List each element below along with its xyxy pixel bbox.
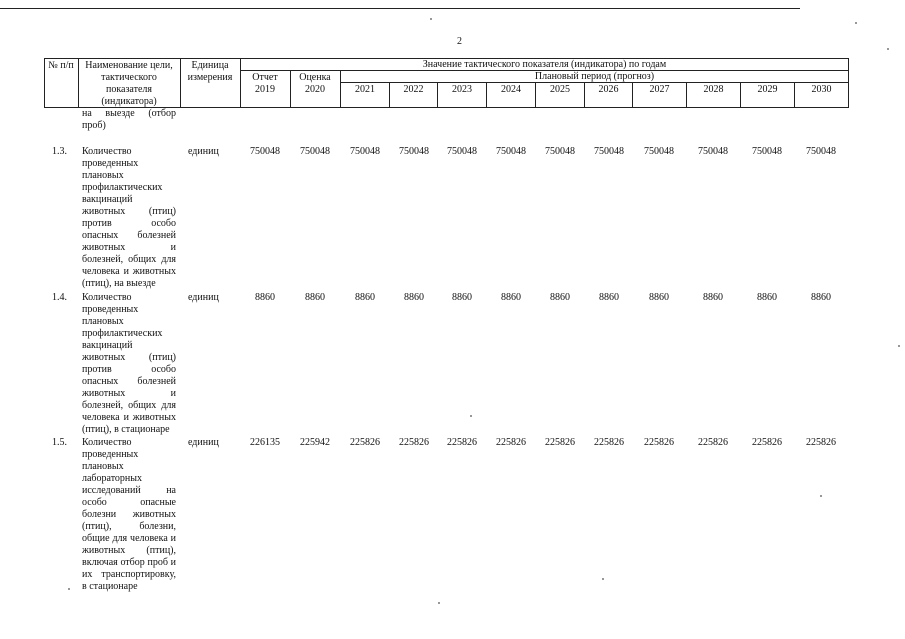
top-border-line <box>0 8 800 9</box>
scan-speck <box>68 588 70 590</box>
row-value: 225826 <box>698 437 728 448</box>
row-number: 1.4. <box>52 292 67 303</box>
row-value: 750048 <box>350 146 380 157</box>
row-value: 8860 <box>404 292 424 303</box>
row-value: 8860 <box>550 292 570 303</box>
row-value: 8860 <box>255 292 275 303</box>
row-name: Количество проведенных плановых профилактических вакцинаций животных (птиц) против особо опасных болезней животных и болезней, общих для человека и животных (птиц), в стационаре <box>82 292 176 435</box>
row-value: 750048 <box>250 146 280 157</box>
header-year: 2021 <box>355 84 375 95</box>
scan-speck <box>430 18 432 20</box>
row-value: 750048 <box>698 146 728 157</box>
scan-speck <box>438 602 440 604</box>
row-value: 750048 <box>447 146 477 157</box>
row-value: 750048 <box>399 146 429 157</box>
header-col-unit: Единица измерения <box>187 60 233 83</box>
row-value: 225826 <box>350 437 380 448</box>
row-value: 8860 <box>811 292 831 303</box>
row-value: 225826 <box>594 437 624 448</box>
header-estimate-2020: Оценка 2020 <box>299 72 331 95</box>
row-number: 1.3. <box>52 146 67 157</box>
row-value: 8860 <box>757 292 777 303</box>
row-value: 750048 <box>496 146 526 157</box>
header-year: 2025 <box>550 84 570 95</box>
scan-speck <box>820 495 822 497</box>
row-value: 225826 <box>752 437 782 448</box>
row-value: 8860 <box>599 292 619 303</box>
header-year: 2023 <box>452 84 472 95</box>
row-value: 750048 <box>806 146 836 157</box>
header-report-2019: Отчет 2019 <box>252 72 278 95</box>
header-col-name: Наименование цели, тактического показателя (индикатора) <box>85 60 173 107</box>
header-year: 2030 <box>811 84 832 95</box>
scan-speck <box>602 578 604 580</box>
header-col-num: № п/п <box>48 60 74 71</box>
header-year: 2028 <box>703 84 724 95</box>
row-value: 750048 <box>644 146 674 157</box>
row-value: 225826 <box>644 437 674 448</box>
header-year: 2024 <box>501 84 521 95</box>
row-value: 8860 <box>305 292 325 303</box>
scan-speck <box>887 48 889 50</box>
row-value: 8860 <box>355 292 375 303</box>
header-year: 2022 <box>403 84 424 95</box>
scan-speck <box>470 415 472 417</box>
scan-speck <box>898 345 900 347</box>
row-value: 750048 <box>752 146 782 157</box>
row-value: 8860 <box>501 292 521 303</box>
row-name: Количество проведенных плановых лабораторных исследований на особо опасные болезни животных (птиц), болезни, общие для человека и животных (птиц), включая отбор проб и их транспортировку, в стационаре <box>82 437 176 592</box>
row-name: Количество проведенных плановых профилактических вакцинаций животных (птиц) против особо опасных болезней животных и болезней, общих для человека и животных (птиц), на выезде <box>82 146 176 289</box>
row-value: 8860 <box>703 292 723 303</box>
scan-speck <box>855 22 857 24</box>
row-value: 8860 <box>649 292 669 303</box>
continuation-text: на выезде (отбор проб) <box>82 108 176 131</box>
row-value: 750048 <box>300 146 330 157</box>
row-number: 1.5. <box>52 437 67 448</box>
header-col-plan: Плановый период (прогноз) <box>534 71 655 82</box>
header-col-values: Значение тактического показателя (индикатора) по годам <box>422 59 667 70</box>
row-value: 750048 <box>594 146 624 157</box>
row-value: 225826 <box>806 437 836 448</box>
header-year: 2029 <box>757 84 778 95</box>
row-value: 8860 <box>452 292 472 303</box>
row-value: 225826 <box>545 437 575 448</box>
row-value: 750048 <box>545 146 575 157</box>
row-value: 225826 <box>399 437 429 448</box>
row-value: 225826 <box>496 437 526 448</box>
row-unit: единиц <box>188 146 219 157</box>
row-value: 225826 <box>447 437 477 448</box>
row-unit: единиц <box>188 437 219 448</box>
row-unit: единиц <box>188 292 219 303</box>
page-number: 2 <box>457 36 462 47</box>
row-value: 225942 <box>300 437 330 448</box>
row-value: 226135 <box>250 437 280 448</box>
header-year: 2026 <box>598 84 619 95</box>
header-year: 2027 <box>649 84 670 95</box>
